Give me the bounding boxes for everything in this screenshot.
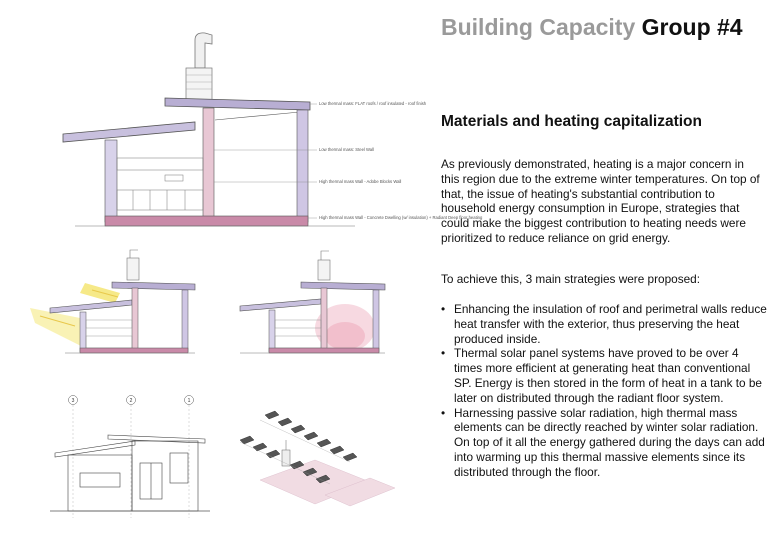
kitchen-cabinets [117,158,203,210]
annotation-concrete-floor: High thermal mass Wall - Concrete Dwelling (w/ insulation) + Radiant Deep floor heating [319,215,483,220]
chimney-icon [186,33,212,102]
sun-rays-icon [30,283,120,348]
section-subtitle: Materials and heating capitalization [441,113,702,130]
solar-panels-axonometric [230,400,400,515]
left-wall [105,140,117,222]
elevation-drawing [40,393,220,523]
main-section-drawing [55,30,483,245]
intro-paragraph: As previously demonstrated, heating is a major concern in this region due to the extreme winter temperatures. On top of that, the issue of heating's substantial contribution to household energy consumption in Europe, strategies that could make the biggest contribution to heating needs were prioritized to reduce reliance on grid energy. [441,157,760,245]
grid-label-1: 1 [187,398,191,404]
strategy-item-solar-thermal: • Thermal solar panel systems have proved to be over 4 times more efficient at generating heat than conventional SP. Energy is then stored in the form of heat in a tank to be later on distributed through the radiant floor system. [441,346,767,405]
heat-distribution-section [235,248,395,358]
strategy-list [441,302,767,480]
strategy-item-passive-solar: • Harnessing passive solar radiation, high thermal mass elements can be directly reached by winter solar radiation. On top of it all the energy gathered during the days can add into warming up this thermal massive elements since its distributed through the floor. [441,406,767,480]
radiant-floor [105,216,308,226]
annotation-roof: Low thermal mass: FLAT roofs / roof insulated - roof finish [319,101,427,106]
right-wall [297,110,308,222]
upper-roof [165,98,310,110]
annotation-steel-wall: Low thermal mass: Steel Wall [319,147,374,152]
floor-slab [260,460,395,506]
grid-label-3: 3 [71,398,75,404]
strategy-item-insulation: • Enhancing the insulation of roof and perimetral walls reduce heat transfer with the exterior, thus preserving the heat produced inside. [441,302,767,346]
central-thermal-wall [203,108,214,222]
title-part-1: Building Capacity [441,14,636,40]
grid-label-2: 2 [129,398,133,404]
solar-gain-section [30,248,200,358]
annotation-adobe-wall: High thermal mass Wall - Adobe Blocks Wall [319,179,402,184]
lower-roof [63,122,195,142]
page-title [441,14,743,41]
title-part-2: Group #4 [641,14,743,40]
strategies-intro: To achieve this, 3 main strategies were proposed: [441,272,701,286]
